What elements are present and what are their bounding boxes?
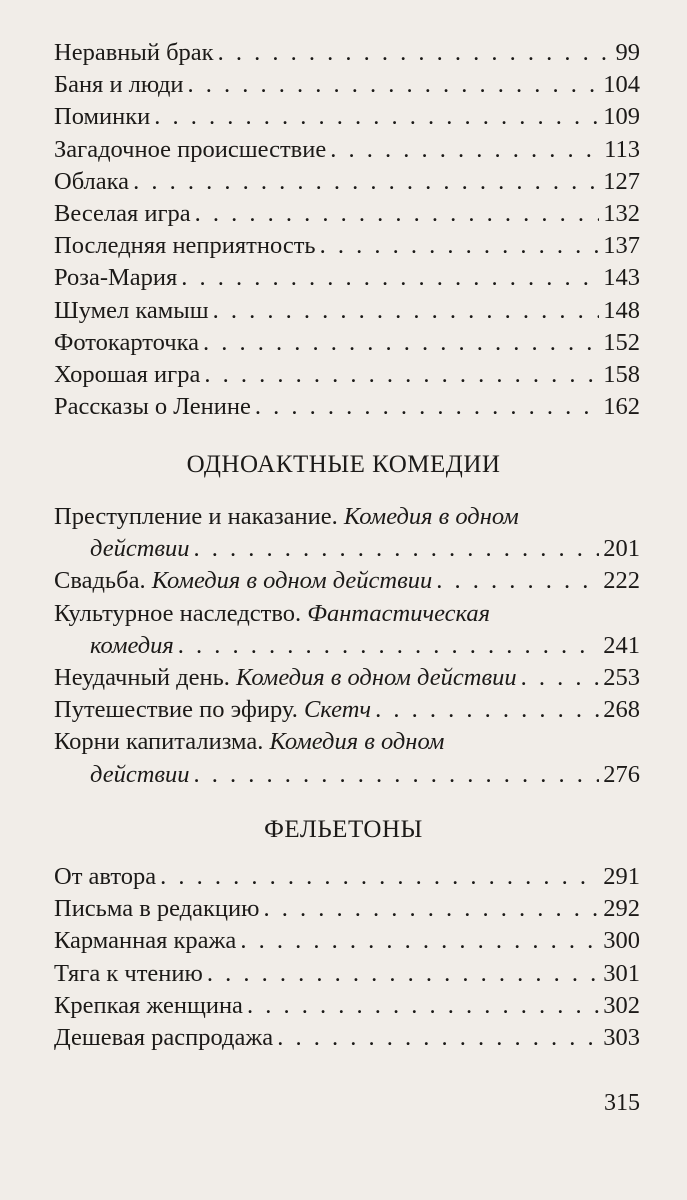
entry-page: 302 bbox=[603, 991, 640, 1019]
dot-leader bbox=[160, 861, 599, 893]
entry-title: Преступление и наказание. bbox=[54, 503, 338, 530]
entry-page: 201 bbox=[603, 535, 640, 563]
toc-entry bbox=[54, 295, 640, 327]
entry-title: Поминки bbox=[54, 103, 151, 131]
entry-page: 158 bbox=[603, 360, 640, 388]
toc-entry bbox=[54, 861, 640, 893]
entry-title: Культурное наследство. bbox=[54, 599, 302, 627]
toc-entry bbox=[54, 759, 640, 791]
toc-entry bbox=[54, 37, 640, 69]
toc-entry bbox=[54, 198, 640, 230]
section-heading-feuilletons: ФЕЛЬЕТОНЫ bbox=[264, 816, 423, 843]
dot-leader bbox=[255, 391, 599, 423]
dot-leader bbox=[240, 925, 599, 957]
toc-entry bbox=[54, 662, 640, 694]
toc-entry bbox=[54, 694, 640, 726]
toc-entry-line bbox=[54, 598, 640, 630]
dot-leader bbox=[375, 694, 599, 726]
toc-entry bbox=[54, 166, 640, 198]
dot-leader bbox=[247, 990, 599, 1022]
dot-leader bbox=[195, 198, 600, 230]
toc-entry bbox=[54, 391, 640, 423]
dot-leader bbox=[521, 662, 600, 694]
entry-page: 162 bbox=[603, 393, 640, 421]
entry-page: 268 bbox=[603, 696, 640, 724]
dot-leader bbox=[204, 359, 599, 391]
page-number: 315 bbox=[604, 1090, 640, 1116]
entry-page: 222 bbox=[603, 567, 640, 595]
feuilletons-list bbox=[54, 861, 640, 1054]
toc-entry-line bbox=[54, 501, 640, 533]
section-heading-comedies: ОДНОАКТНЫЕ КОМЕДИИ bbox=[186, 451, 501, 478]
entry-page: 104 bbox=[603, 71, 640, 99]
entry-title: Дешевая распродажа bbox=[54, 1023, 274, 1051]
toc-entry bbox=[54, 533, 640, 565]
toc-entry bbox=[54, 262, 640, 294]
entry-subtitle: Комедия в одном действии bbox=[151, 567, 433, 595]
entry-title: Хорошая игра bbox=[54, 360, 201, 388]
entry-page: 132 bbox=[603, 199, 640, 227]
dot-leader bbox=[263, 893, 599, 925]
entry-title-group bbox=[54, 565, 432, 597]
entry-page: 152 bbox=[603, 328, 640, 356]
entry-title: Неравный брак bbox=[54, 39, 214, 66]
dot-leader bbox=[181, 262, 599, 294]
toc-entry bbox=[54, 1022, 640, 1054]
toc-entry bbox=[54, 230, 640, 262]
toc-entry bbox=[54, 958, 640, 990]
dot-leader bbox=[178, 630, 599, 662]
dot-leader bbox=[330, 134, 600, 166]
entry-page: 137 bbox=[603, 232, 640, 260]
entry-title: Неудачный день. bbox=[54, 663, 230, 691]
toc-entry bbox=[54, 134, 640, 166]
entry-subtitle: Комедия в одном bbox=[343, 503, 519, 530]
entry-subtitle: Комедия в одном bbox=[269, 728, 445, 756]
entry-subtitle: действии bbox=[90, 760, 190, 788]
dot-leader bbox=[133, 166, 599, 198]
toc-entry bbox=[54, 565, 640, 597]
toc-entry bbox=[54, 990, 640, 1022]
entry-page: 253 bbox=[603, 663, 640, 691]
entry-page: 291 bbox=[603, 863, 640, 890]
dot-leader bbox=[277, 1022, 599, 1054]
entry-page: 127 bbox=[603, 167, 640, 195]
entry-title-group bbox=[54, 662, 517, 694]
stories-list bbox=[54, 37, 640, 423]
entry-title: Путешествие по эфиру. bbox=[54, 696, 298, 724]
entry-title: Фотокарточка bbox=[54, 328, 199, 356]
dot-leader bbox=[218, 37, 612, 69]
entry-title: Корни капитализма. bbox=[54, 728, 264, 756]
dot-leader bbox=[436, 565, 599, 597]
dot-leader bbox=[213, 295, 600, 327]
toc-entry bbox=[54, 893, 640, 925]
entry-title: Шумел камыш bbox=[54, 296, 209, 324]
entry-title: Свадьба. bbox=[54, 567, 146, 595]
toc-entry bbox=[54, 630, 640, 662]
entry-subtitle: Комедия в одном действии bbox=[236, 663, 517, 691]
dot-leader bbox=[320, 230, 600, 262]
comedies-list bbox=[54, 501, 640, 791]
entry-title: Письма в редакцию bbox=[54, 895, 260, 923]
dot-leader bbox=[194, 759, 600, 791]
entry-title: Карманная кража bbox=[54, 927, 237, 955]
entry-subtitle: Фантастическая bbox=[307, 599, 491, 627]
entry-page: 276 bbox=[603, 760, 640, 788]
toc-entry-line bbox=[54, 726, 640, 758]
entry-page: 148 bbox=[603, 296, 640, 324]
entry-title: Крепкая женщина bbox=[54, 991, 243, 1019]
dot-leader bbox=[188, 69, 600, 101]
entry-page: 303 bbox=[603, 1023, 640, 1051]
entry-title: Веселая игра bbox=[54, 199, 191, 227]
entry-page: 143 bbox=[603, 264, 640, 292]
dot-leader bbox=[203, 327, 599, 359]
entry-title-group bbox=[54, 694, 371, 726]
entry-page: 292 bbox=[603, 895, 640, 923]
entry-page: 301 bbox=[603, 959, 640, 987]
entry-title: Тяга к чтению bbox=[54, 959, 203, 987]
toc-entry bbox=[54, 69, 640, 101]
entry-title: Роза-Мария bbox=[54, 264, 178, 292]
entry-page: 241 bbox=[603, 631, 640, 659]
dot-leader bbox=[207, 958, 599, 990]
entry-title: Рассказы о Ленине bbox=[54, 393, 251, 421]
dot-leader bbox=[154, 101, 599, 133]
toc-entry bbox=[54, 101, 640, 133]
entry-title: Баня и люди bbox=[54, 71, 184, 99]
entry-page: 99 bbox=[615, 39, 640, 66]
entry-page: 109 bbox=[603, 103, 640, 131]
entry-subtitle: действии bbox=[90, 535, 190, 563]
entry-subtitle: Скетч bbox=[303, 696, 372, 724]
entry-subtitle: комедия bbox=[90, 631, 174, 659]
entry-page: 300 bbox=[603, 927, 640, 955]
entry-title: Последняя неприятность bbox=[54, 232, 316, 260]
entry-title: Загадочное происшествие bbox=[54, 135, 327, 163]
entry-title: От автора bbox=[54, 863, 157, 890]
dot-leader bbox=[194, 533, 600, 565]
toc-entry bbox=[54, 359, 640, 391]
entry-title: Облака bbox=[54, 167, 130, 195]
entry-page: 113 bbox=[604, 135, 640, 163]
toc-entry bbox=[54, 925, 640, 957]
toc-entry bbox=[54, 327, 640, 359]
